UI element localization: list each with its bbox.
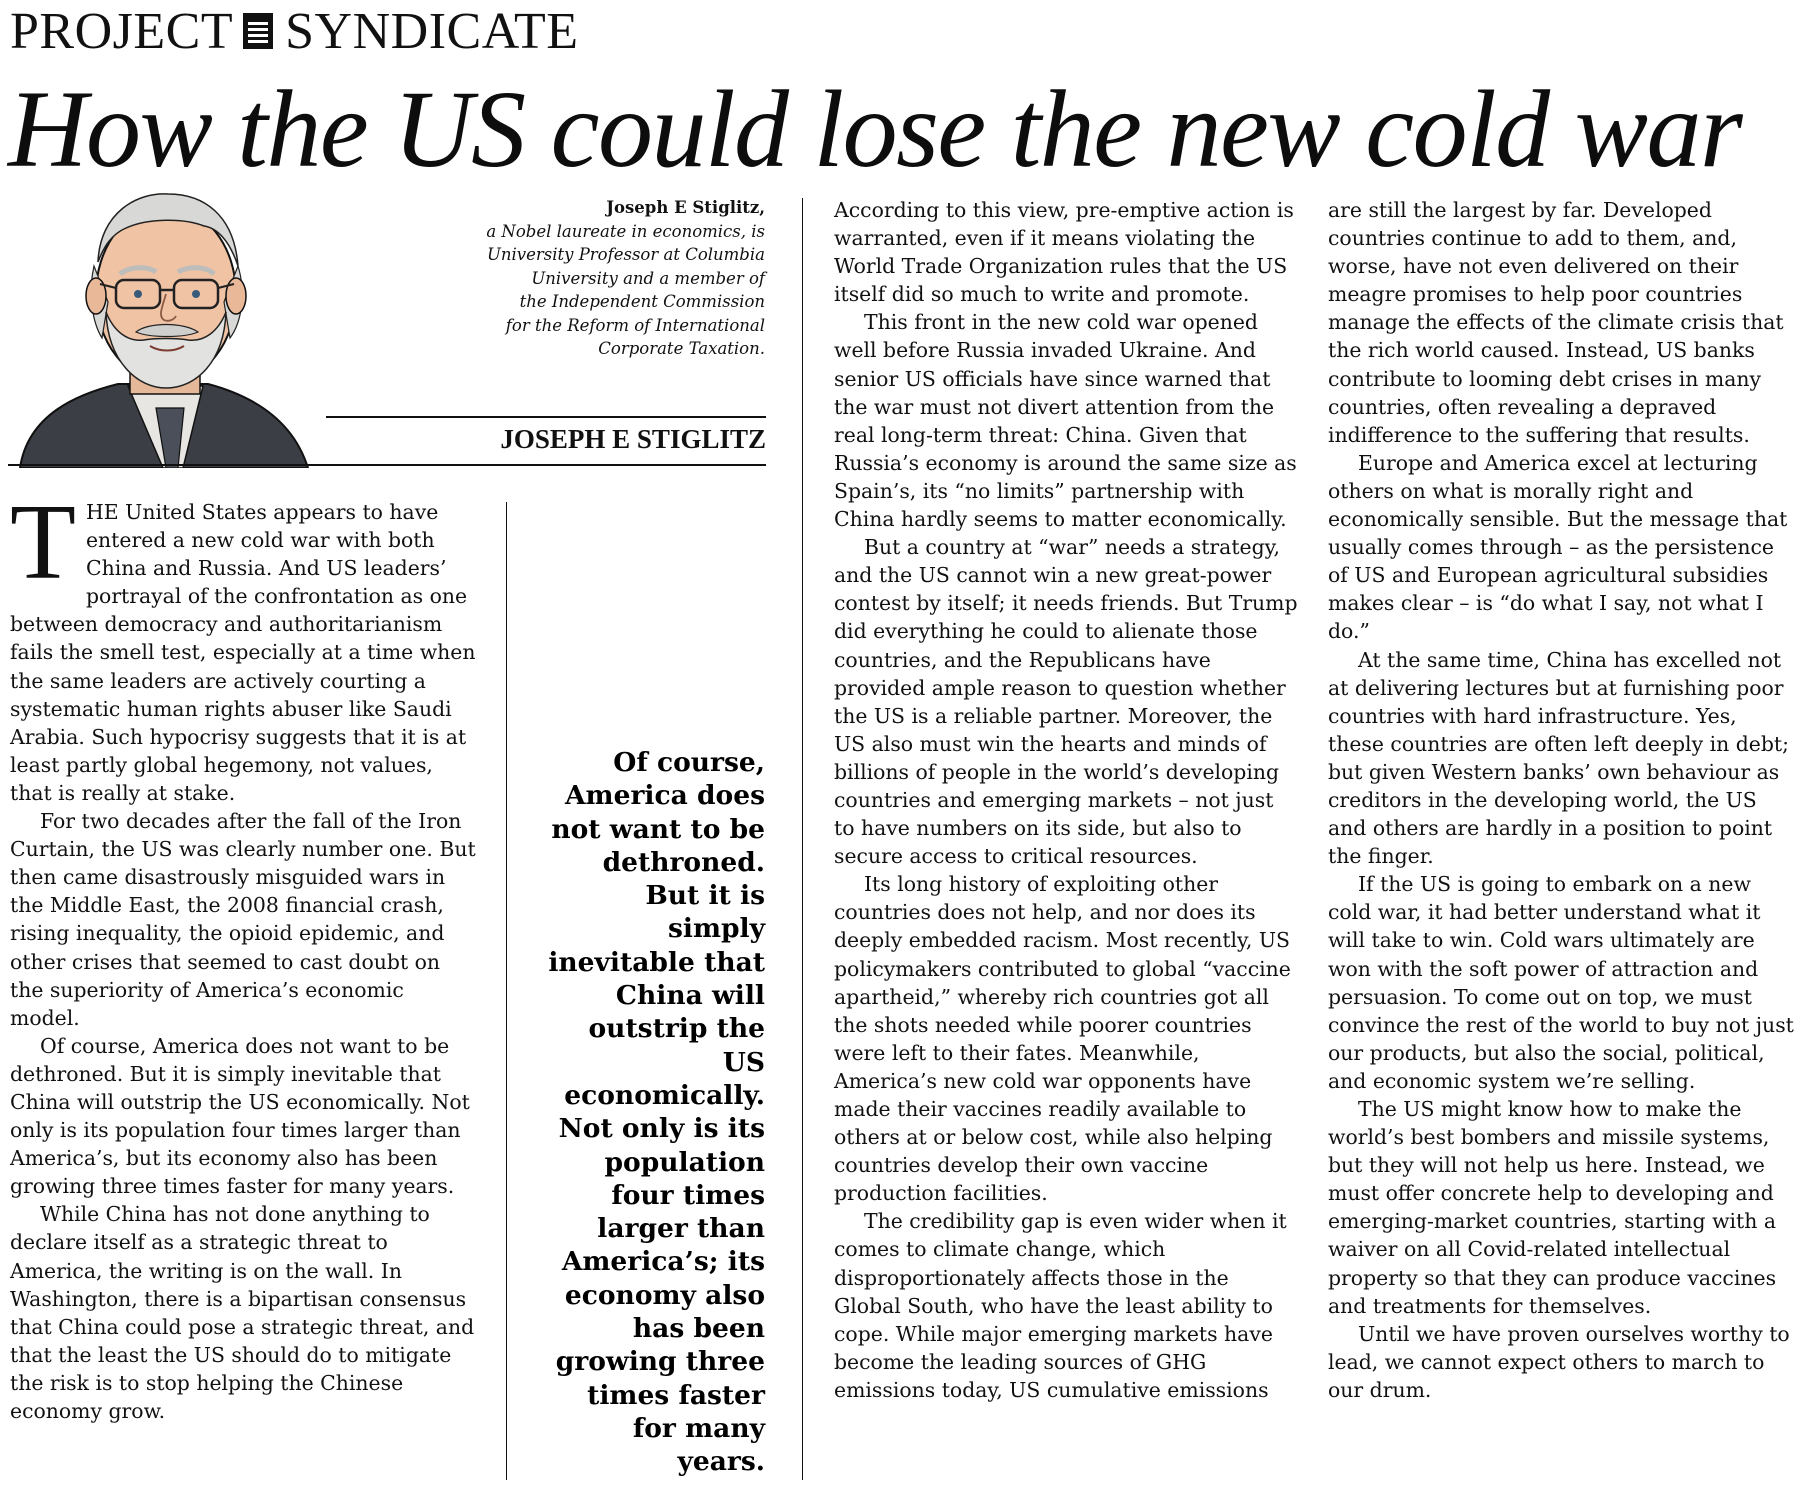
article-paragraph: Of course, America does not want to be dethroned. But it is simply inevitable that China will outstrip the US economically. Not only is its population four times larger than America’s, but its economy also has been growing three times faster for many years. — [10, 1033, 470, 1199]
column-divider — [802, 198, 803, 1480]
byline-top-rule — [326, 416, 766, 418]
article-paragraph: This front in the new cold war opened well before Russia invaded Ukraine. And senior US officials have since warned that the war must not divert attention from the real long-term threat: China. Given that Russia’s economy is around the same size as Spain’s, its “no limits” partnership with China hardly seems to matter economically. — [834, 310, 1297, 532]
author-portrait — [8, 182, 328, 468]
article-paragraph: Its long history of exploiting other countries does not help, and nor does its deeply embedded racism. Most recently, US policymakers contributed to global “vaccine apartheid,” whereby rich countries got all the shots needed while poorer countries were left to their fates. Meanwhile, America’s new cold war opponents have made their vaccines readily available to others at or below cost, while also helping countries develop their own vaccine production facilities. — [834, 872, 1291, 1206]
author-bio-name: Joseph E Stiglitz, — [606, 198, 765, 217]
masthead — [10, 4, 579, 58]
author-bio-line: University Professor at Columbia — [486, 245, 765, 264]
author-bio-line: University and a member of — [531, 268, 765, 288]
article-paragraph: According to this view, pre-emptive action is warranted, even if it means violating the World Trade Organization rules that the US itself did so much to write and promote. — [834, 198, 1294, 307]
article-paragraph: But a country at “war” needs a strategy, and the US cannot win a new great-power contest by itself; it needs friends. But Trump did everything he could to alienate those countries, and the Republicans have provided ample reason to question whether the US is a reliable partner. Moreover, the US also must win the hearts and minds of billions of people in the world’s developing countries and emerging markets – not just to have numbers on its side, but also to secure access to critical resources. — [834, 535, 1298, 869]
article-paragraph: Europe and America excel at lecturing others on what is morally right and economically sensible. But the message that usually comes through – as the persistence of US and European agricultural subsidies makes clear – is “do what I say, not what I do.” — [1328, 450, 1788, 644]
article-column-2 — [834, 196, 1300, 1404]
article-paragraph: Until we have proven ourselves worthy to lead, we cannot expect others to march to our drum. — [1328, 1321, 1790, 1402]
author-bio-line: Corporate Taxation. — [598, 339, 765, 358]
author-bio-line: for the Reform of International — [505, 315, 765, 335]
author-bio-line: a Nobel laureate in economics, is — [486, 221, 765, 241]
article-paragraph: For two decades after the fall of the Iron Curtain, the US was clearly number one. But then came disastrously misguided wars in the Middle East, the 2008 financial crash, rising inequality, the opioid epidemic, and other crises that seemed to cast doubt on the superiority of America’s economic model. — [10, 809, 476, 1030]
author-bio-line: the Independent Commission — [519, 292, 765, 311]
article-paragraph: THE United States appears to have entered a new cold war with both China and Russia. And US leaders’ portrayal of the confrontation as one between democracy and authoritarianism fails the smell test, especially at a time when the same leaders are actively courting a systematic human rights abuser like Saudi Arabia. Such hypocrisy suggests that it is at least partly global hegemony, not values, that is really at stake. — [10, 483, 476, 805]
masthead-syndicate: SYNDICATE — [285, 2, 579, 60]
book-stack-icon — [243, 13, 273, 49]
byline-bottom-rule — [8, 464, 766, 466]
article-column-3 — [1328, 196, 1794, 1404]
article-paragraph: are still the largest by far. Developed countries continue to add to them, and, worse, have not even delivered on their meagre promises to help poor countries manage the effects of the climate crisis that the rich world caused. Instead, US banks contribute to looming debt crises in many countries, often revealing a depraved indifference to the suffering that results. — [1328, 198, 1784, 447]
drop-cap: T — [10, 483, 76, 602]
article-column-1 — [10, 483, 476, 1425]
byline: JOSEPH E STIGLITZ — [500, 424, 766, 454]
masthead-project: PROJECT — [10, 2, 234, 60]
column-divider — [506, 502, 507, 1480]
article-paragraph: While China has not done anything to declare itself as a strategic threat to America, the writing is on the wall. In Washington, there is a bipartisan consensus that China could pose a strategic threat, and that the least the US should do to mitigate the risk is to stop helping the Chinese economy grow. — [10, 1202, 475, 1423]
pull-quote: Of course, America does not want to be dethroned. But it is simply inevitable that China will outstrip the US economically. Not only is its population four times larger than America’s; its economy also has been growing three times faster for many years. — [548, 747, 765, 1478]
headline: How the US could lose the new cold war — [8, 68, 1742, 190]
article-paragraph: If the US is going to embark on a new cold war, it had better understand what it will take to win. Cold wars ultimately are won with the soft power of attraction and persuasion. To come out on top, we must convince the rest of the world to buy not just our products, but also the social, political, and economic system we’re selling. — [1328, 872, 1794, 1093]
article-paragraph: The US might know how to make the world’s best bombers and missile systems, but they will not help us here. Instead, we must offer concrete help to developing and emerging-market countries, starting with a waiver on all Covid-related intellectual property so that they can produce vaccines and treatments for themselves. — [1328, 1097, 1777, 1318]
article-paragraph: The credibility gap is even wider when it comes to climate change, which disproportionately affects those in the Global South, who have the least ability to cope. While major emerging markets have become the leading sources of GHG emissions today, US cumulative emissions — [834, 1209, 1287, 1402]
author-bio — [440, 196, 765, 361]
article-paragraph: At the same time, China has excelled not at delivering lectures but at furnishing poor countries with hard infrastructure. Yes, these countries are often left deeply in debt; but given Western banks’ own behaviour as creditors in the developing world, the US and others are hardly in a position to point the finger. — [1328, 647, 1789, 869]
